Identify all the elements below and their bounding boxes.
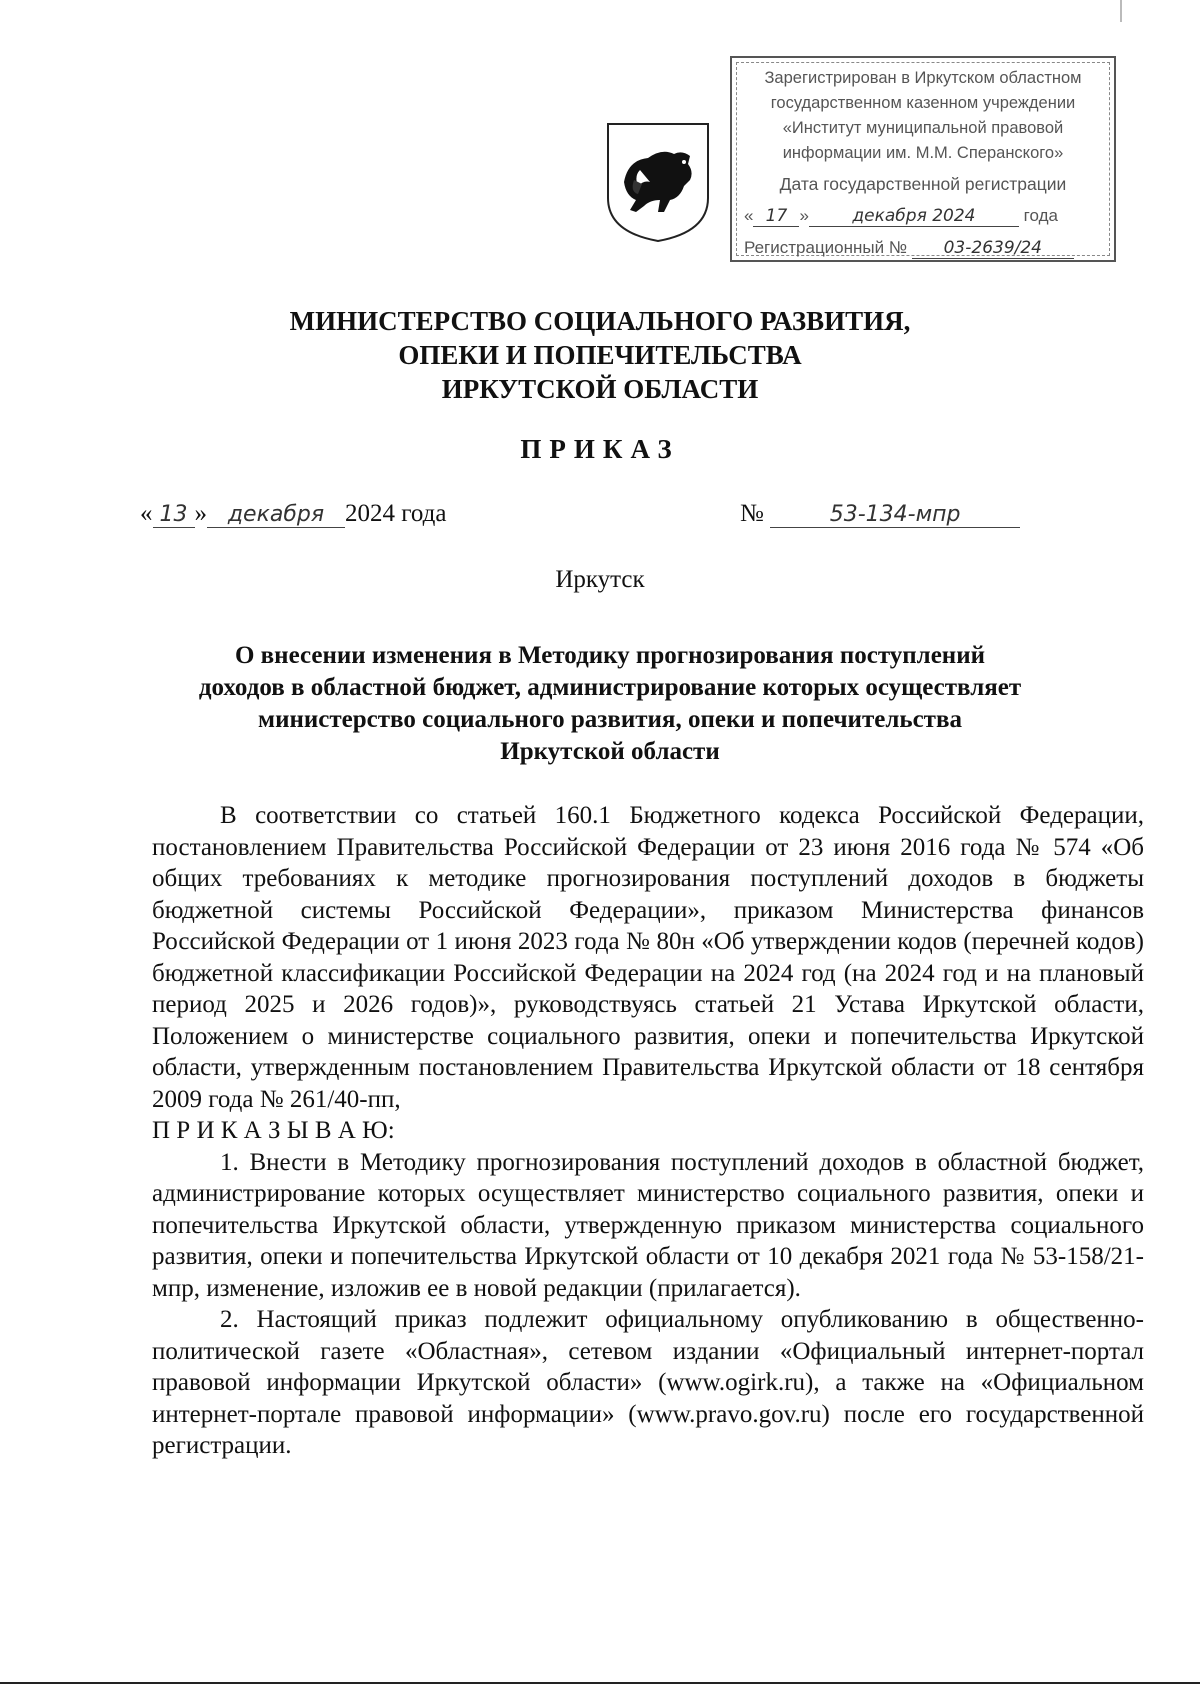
order-date-mid: »: [194, 500, 207, 527]
ministry-line-1: МИНИСТЕРСТВО СОЦИАЛЬНОГО РАЗВИТИЯ,: [289, 306, 911, 336]
stamp-line-4: информации им. М.М. Сперанского»: [782, 144, 1064, 162]
stamp-date-suffix: года: [1023, 206, 1058, 225]
stamp-line-2: государственном казенном учреждении: [770, 94, 1076, 112]
stamp-line-3: «Институт муниципальной правовой: [782, 119, 1064, 137]
preamble-paragraph: В соответствии со статьей 160.1 Бюджетного кодекса Российской Федерации, постановлением Правительства Российской Федерации от 23 июня 2016 года № 574 «Об общих требованиях к методике прогнозирования поступлений доходов в бюджеты бюджетной системы Российской Федерации», приказом Министерства финансов Российской Федерации от 1 июня 2023 года № 80н «Об утверждении кодов (перечней кодов) бюджетной классификации Российской Федерации на 2024 год (на 2024 год и на плановый период 2025 и 2026 годов)», руководствуясь статьей 21 Устава Иркутской области, Положением о министерстве социального развития, опеки и попечительства Иркутской области, утвержденным постановлением Правительства Иркутской области от 18 сентября 2009 года № 261/40-пп,: [152, 802, 1144, 1113]
order-date-open: «: [140, 500, 153, 527]
stamp-date-row: [744, 206, 1106, 227]
order-date-day: 13: [153, 502, 195, 528]
stamp-date-month-year: декабря 2024: [809, 206, 1019, 227]
city: Иркутск: [555, 566, 645, 593]
item-1-paragraph: 1. Внести в Методику прогнозирования поступлений доходов в областной бюджет, администрирование которых осуществляет министерство социального развития, опеки и попечительства Иркутской области, утвержденную приказом министерства социального развития, опеки и попечительства Иркутской области от 10 декабря 2021 года № 53-158/21-мпр, изменение, изложив ее в новой редакции (прилагается).: [152, 1148, 1144, 1302]
order-date: [140, 500, 446, 528]
stamp-date-day: 17: [753, 206, 799, 227]
page-bottom-rule: [0, 1682, 1200, 1684]
subject-line-3: министерство социального развития, опеки и попечительства: [258, 706, 962, 733]
order-word: П Р И К А З Ы В А Ю:: [152, 1117, 395, 1144]
item-2-paragraph: 2. Настоящий приказ подлежит официальному опубликованию в общественно-политической газете «Областная», сетевом издании «Официальный интернет-портал правовой информации Иркутской области» (www.ogirk.ru), а также на «Официальном интернет-портале правовой информации» (www.pravo.gov.ru) после его государственной регистрации.: [152, 1306, 1144, 1459]
stamp-date-open: «: [744, 206, 754, 225]
order-date-month: декабря: [207, 502, 345, 528]
subject-line-1: О внесении изменения в Методику прогнозирования поступлений: [234, 642, 986, 669]
stamp-reg-label: Регистрационный №: [744, 238, 908, 257]
stamp-line-1: Зарегистрирован в Иркутском областном: [764, 69, 1082, 87]
order-body: [152, 800, 1144, 1462]
document-type: ПРИКАЗ: [520, 434, 680, 464]
order-date-year: 2024 года: [345, 500, 447, 527]
order-number-value: 53-134-мпр: [770, 502, 1020, 528]
subject-line-2: доходов в областной бюджет, администрирование которых осуществляет: [198, 674, 1022, 701]
scan-edge-mark: [1120, 0, 1122, 22]
registration-stamp: [730, 56, 1116, 262]
stamp-reg-number: 03-2639/24: [912, 238, 1074, 259]
stamp-date-mid: »: [799, 206, 809, 225]
order-subject: [160, 640, 1060, 768]
ministry-line-2: ОПЕКИ И ПОПЕЧИТЕЛЬСТВА: [398, 340, 802, 370]
ministry-heading: [0, 304, 1200, 406]
subject-line-4: Иркутской области: [500, 738, 720, 765]
ministry-line-3: ИРКУТСКОЙ ОБЛАСТИ: [441, 374, 759, 404]
stamp-reg-row: [744, 238, 1106, 259]
irkutsk-coat-of-arms-icon: [604, 120, 712, 244]
order-number-label: №: [740, 500, 764, 527]
stamp-date-label: Дата государственной регистрации: [779, 174, 1067, 194]
order-number: [740, 500, 1020, 528]
